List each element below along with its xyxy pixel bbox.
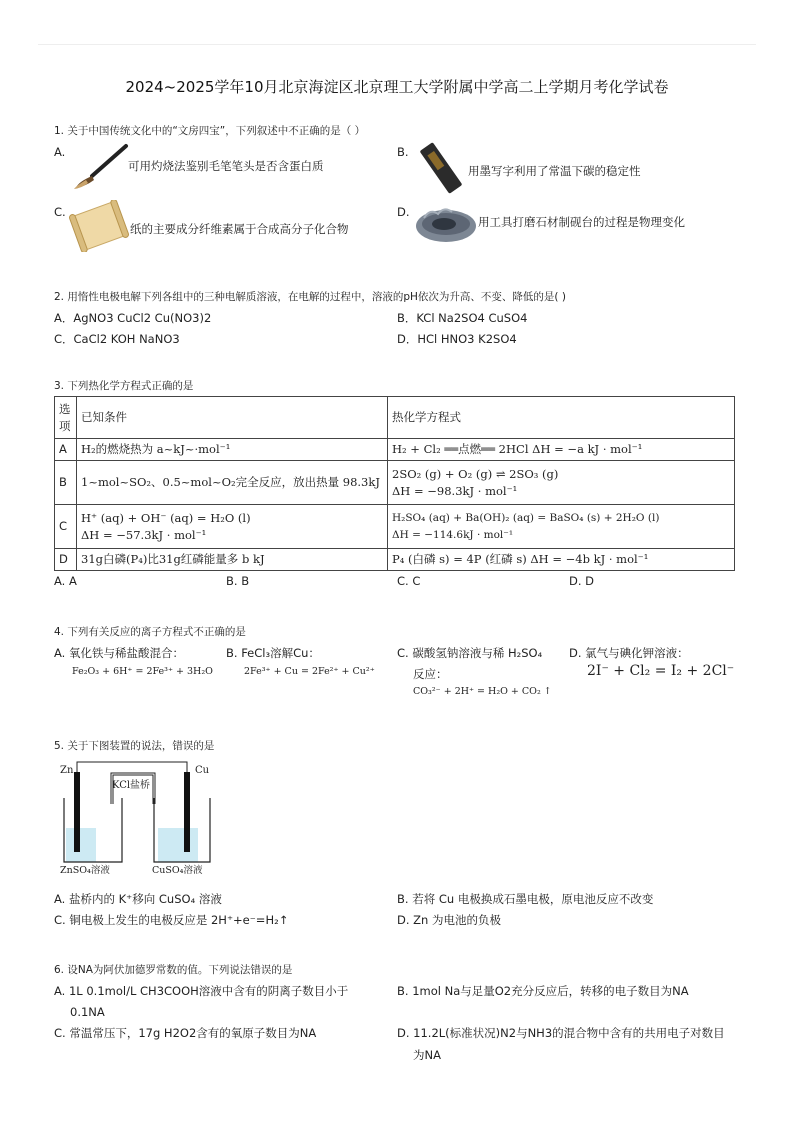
q1-d-letter: D. [397,205,410,219]
zn-electrode-label: Zn [60,765,74,776]
header-option: 选项 [55,397,77,439]
q4-c-equation: CO₃²⁻ + 2H⁺ = H₂O + CO₂ ↑ [413,686,552,697]
q6-option-d-line1: D. 11.2L(标准状况)N2与NH3的混合物中含有的共用电子对数目 [397,1026,725,1040]
q3-answer-c: C. C [397,574,421,588]
q5-option-b: B. 若将 Cu 电极换成石墨电极，原电池反应不改变 [397,892,654,906]
row-condition: 31g白磷(P₄)比31g红磷能量多 b kJ [77,549,388,571]
q5-option-c: C. 铜电极上发生的电极反应是 2H⁺+e⁻=H₂↑ [54,913,289,927]
q4-c-label2: 反应： [413,667,448,681]
q4-stem: 4. 下列有关反应的离子方程式不正确的是 [54,626,246,638]
row-equation: H₂ + Cl₂ ══点燃══ 2HCl ΔH = −a kJ · mol⁻¹ [388,439,735,461]
q3-table [54,396,735,571]
row-equation: H₂SO₄ (aq) + Ba(OH)₂ (aq) = BaSO₄ (s) + 2H₂O (l) ΔH = −114.6kJ · mol⁻¹ [388,505,735,549]
row-condition: H⁺ (aq) + OH⁻ (aq) = H₂O (l) ΔH = −57.3kJ · mol⁻¹ [77,505,388,549]
q2-option-a: A．AgNO3 CuCl2 Cu(NO3)2 [54,311,212,325]
q4-c-label: C. 碳酸氢钠溶液与稀 H₂SO₄ [397,646,543,660]
q5-stem: 5. 关于下图装置的说法，错误的是 [54,740,215,752]
table-row [55,439,735,461]
table-row [55,505,735,549]
row-option: C [55,505,77,549]
row-option: D [55,549,77,571]
znso4-solution-label: ZnSO₄溶液 [60,865,110,876]
row-condition: 1~mol~SO₂、0.5~mol~O₂完全反应，放出热量 98.3kJ [77,461,388,505]
salt-bridge-label: KCl盐桥 [112,780,151,791]
row-option: B [55,461,77,505]
inkstone-image [414,202,478,244]
q1-b-letter: B. [397,145,409,159]
header-condition: 已知条件 [77,397,388,439]
q3-answer-b: B. B [226,574,250,588]
q1-a-text: 可用灼烧法鉴别毛笔笔头是否含蛋白质 [128,159,324,173]
q6-option-d-line2: 为NA [413,1048,441,1062]
q2-option-d: D．HCl HNO3 K2SO4 [397,332,517,346]
table-header-row [55,397,735,439]
q2-stem: 2. 用惰性电极电解下列各组中的三种电解质溶液，在电解的过程中，溶液的pH依次为升高、不变、降低的是( ) [54,291,566,303]
page-title: 2024~2025学年10月北京海淀区北京理工大学附属中学高二上学期月考化学试卷 [125,78,669,96]
q4-d-label: D. 氯气与碘化钾溶液： [569,646,689,660]
ink-stick-image [414,140,468,196]
row-condition: H₂的燃烧热为 a~kJ~·mol⁻¹ [77,439,388,461]
q4-a-equation: Fe₂O₃ + 6H⁺ = 2Fe³⁺ + 3H₂O [72,666,213,677]
header-rule [38,44,756,45]
q1-c-letter: C. [54,205,66,219]
q1-d-text: 用工具打磨石材制砚台的过程是物理变化 [478,215,685,229]
q2-option-b: B．KCl Na2SO4 CuSO4 [397,311,528,325]
row-equation: 2SO₂ (g) + O₂ (g) ⇌ 2SO₃ (g) ΔH = −98.3kJ · mol⁻¹ [388,461,735,505]
q1-stem: 1. 关于中国传统文化中的“文房四宝”，下列叙述中不正确的是（ ） [54,125,366,137]
q1-c-text: 纸的主要成分纤维素属于合成高分子化合物 [130,222,349,236]
row-equation: P₄ (白磷 s) = 4P (红磷 s) ΔH = −4b kJ · mol⁻¹ [388,549,735,571]
q5-option-a: A. 盐桥内的 K⁺移向 CuSO₄ 溶液 [54,892,222,906]
q6-option-a-line1: A. 1L 0.1mol/L CH3COOH溶液中含有的阴离子数目小于 [54,984,349,998]
q6-stem: 6. 设NA为阿伏加德罗常数的值。下列说法错误的是 [54,964,293,976]
table-row [55,461,735,505]
cuso4-solution-label: CuSO₄溶液 [152,865,203,876]
q4-d-equation: 2I⁻ + Cl₂ = I₂ + 2Cl⁻ [587,663,735,679]
table-row [55,549,735,571]
q6-option-c: C. 常温常压下，17g H2O2含有的氧原子数目为NA [54,1026,317,1040]
q2-option-c: C．CaCl2 KOH NaNO3 [54,332,180,346]
brush-image [70,142,130,190]
q5-option-d: D. Zn 为电池的负极 [397,913,501,927]
q1-b-text: 用墨写字利用了常温下碳的稳定性 [468,164,641,178]
q3-answer-a: A. A [54,574,77,588]
q4-a-label: A. 氧化铁与稀盐酸混合： [54,646,184,660]
row-option: A [55,439,77,461]
header-equation: 热化学方程式 [388,397,735,439]
q4-b-label: B. FeCl₃溶解Cu： [226,646,320,660]
q6-option-b: B. 1mol Na与足量O2充分反应后，转移的电子数目为NA [397,984,689,998]
paper-scroll-image [68,200,130,252]
cu-electrode-label: Cu [195,765,210,776]
q1-a-letter: A. [54,145,66,159]
q6-option-a-line2: 0.1NA [70,1005,105,1019]
q3-answer-d: D. D [569,574,595,588]
q4-b-equation: 2Fe³⁺ + Cu = 2Fe²⁺ + Cu²⁺ [244,666,375,677]
q3-stem: 3. 下列热化学方程式正确的是 [54,380,194,392]
